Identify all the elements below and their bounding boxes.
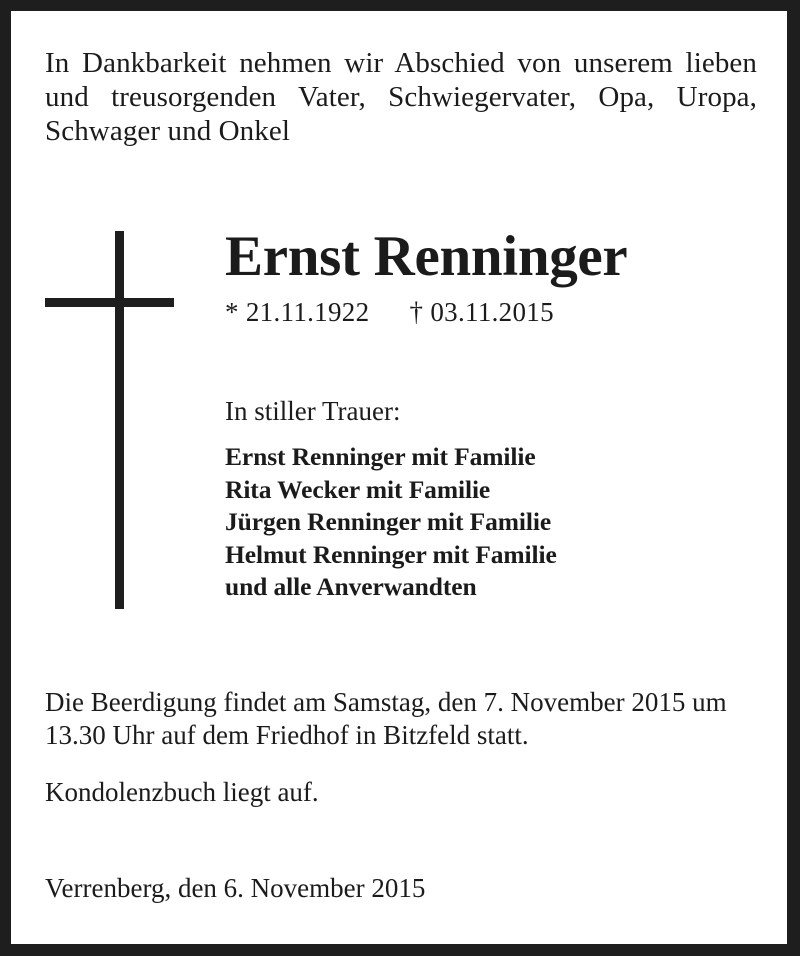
list-item: Jürgen Renninger mit Familie	[225, 507, 552, 537]
funeral-details	[45, 686, 765, 809]
mourning-intro-label: In stiller Trauer:	[225, 396, 401, 426]
list-item: Ernst Renninger mit Familie	[225, 442, 536, 471]
deceased-name: Ernst Renninger	[225, 225, 628, 288]
mourners-list	[225, 441, 745, 604]
death-date: 03.11.2015	[430, 297, 554, 327]
funeral-info-text: Die Beerdigung findet am Samstag, den 7. November 2015 um 13.30 Uhr auf dem Friedhof in Bitzfeld statt.	[45, 687, 727, 750]
intro-paragraph: In Dankbarkeit nehmen wir Abschied von unserem lieben und treusorgenden Vater, Schwiegervater, Opa, Uropa, Schwager und Onkel	[45, 47, 757, 147]
birth-symbol: *	[225, 297, 239, 327]
list-item: Helmut Renninger mit Familie	[225, 539, 557, 569]
obituary-sheet	[11, 11, 787, 944]
death-symbol: †	[409, 297, 424, 327]
cross-icon	[45, 231, 210, 631]
life-dates	[225, 297, 745, 327]
condolence-note-text: Kondolenzbuch liegt auf.	[45, 777, 319, 807]
memorial-details	[225, 227, 745, 604]
list-item: und alle Anverwandten	[225, 572, 477, 602]
list-item: Rita Wecker mit Familie	[225, 474, 491, 504]
cross-vertical-bar	[115, 231, 124, 609]
place-and-date: Verrenberg, den 6. November 2015	[45, 873, 426, 903]
cross-horizontal-bar	[45, 298, 174, 307]
birth-date: 21.11.1922	[245, 297, 370, 327]
